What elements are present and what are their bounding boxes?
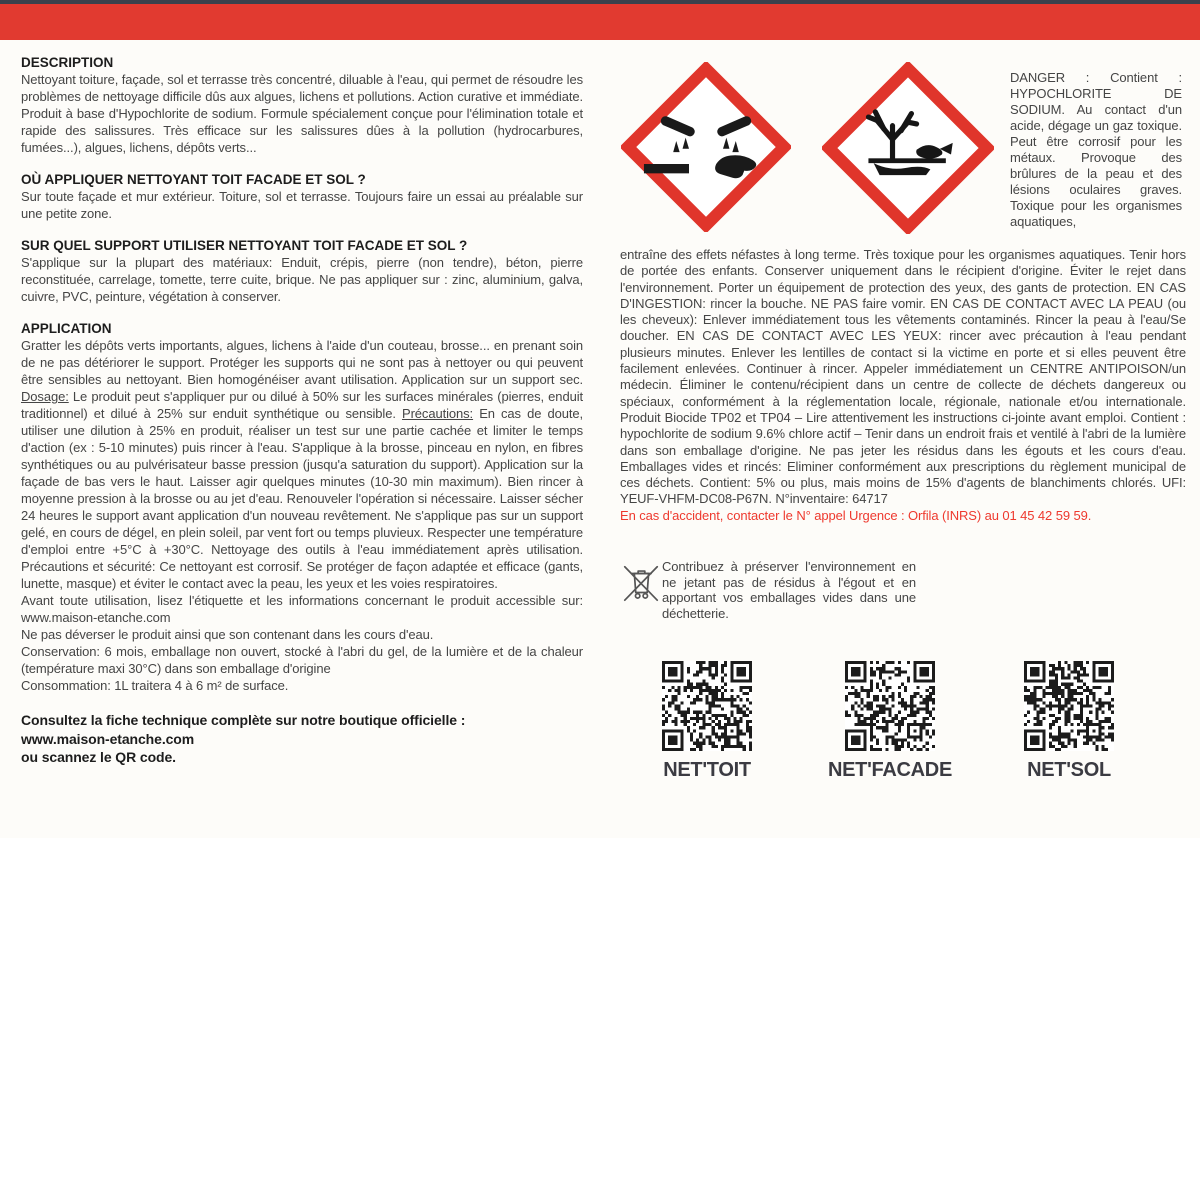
website-url: www.maison-etanche.com [21, 730, 195, 747]
datasheet-cta-block [21, 711, 583, 767]
qr-label: NET'FACADE [828, 759, 952, 782]
section-supports [21, 237, 583, 305]
section-application [21, 320, 583, 694]
section-where-to-apply [21, 171, 583, 222]
usage-note: Consommation: 1L traitera 4 à 6 m² de surface. [21, 678, 289, 693]
qr-label: NET'TOIT [663, 759, 751, 782]
application-text-part2: Le produit peut s'appliquer pur ou dilué à 50% sur les surfaces minérales (pierres, enduit traditionnel) et dilué à 25% sur enduit synthétique ou sensible. [21, 389, 583, 421]
emergency-contact-text: En cas d'accident, contacter le N° appel Urgence : Orfila (INRS) au 01 45 42 59 59. [620, 507, 1092, 523]
qr-label: NET'SOL [1027, 759, 1111, 782]
application-text-part1: Gratter les dépôts verts importants, algues, lichens à l'aide d'un couteau, brosse... en prenant soin de ne pas détériorer le support. Protéger les supports qui ne sont pas à nettoyer ou qui peuvent être sensibles au nettoyant. Bien homogénéiser avant utilisation. Application sur un support sec. [21, 338, 583, 387]
section-heading: DESCRIPTION [21, 55, 114, 70]
cta-line: Consultez la fiche technique complète sur notre boutique officielle : [21, 712, 466, 728]
qr-code-net-sol-icon [1024, 661, 1114, 751]
section-body: Nettoyant toiture, façade, sol et terrasse très concentré, diluable à l'eau, qui permet de résoudre les problèmes de nettoyage difficile dûs aux algues, lichens et pollutions. Action curative et immédiate. Produit à base d'Hypochlorite de sodium. Formule spécialement conçue pour l'élimination totale et rapide des salissures. Très efficace sur les salissures dûes à la pollution (hydrocarbures, fumées...), algues, lichens, dépôts verts... [21, 72, 583, 155]
application-paragraph [21, 337, 583, 592]
qr-block-net-sol [994, 661, 1144, 782]
dosage-underlined-label: Dosage: [21, 389, 69, 404]
precautions-underlined-label: Précautions: [402, 406, 474, 421]
left-column [21, 54, 583, 767]
red-banner [0, 4, 1200, 40]
ghs09-environment-icon [822, 62, 994, 234]
safety-precautions-text: entraîne des effets néfastes à long terme. Très toxique pour les organismes aquatiques. Tenir hors de portée des enfants. Conserver uniquement dans le récipient d'origine. Éviter le rejet dans l'environnement. Porter un équipement de protection des yeux, des gants de protection. EN CAS D'INGESTION: rincer la bouche. NE PAS faire vomir. EN CAS DE CONTACT AVEC LA PEAU (ou les cheveux): Enlever immédiatement tous les vêtements contaminés. Rincer la peau à l'eau/Se doucher. EN CAS DE CONTACT AVEC LES YEUX: rincer avec précaution à l'eau pendant plusieurs minutes. Enlever les lentilles de contact si la victime en porte et si elles peuvent être facilement enlevées. Continuer à rincer. Appeler immédiatement un CENTRE ANTIPOISON/un médecin. Éliminer le contenu/récipient dans un centre de collecte de déchets dangereux ou spéciaux, conformément à la réglementation locale, régionale, nationale et/ou internationale. Produit Biocide TP02 et TP04 – Lire attentivement les instructions ci-jointe avant emploi. Contient : hypochlorite de sodium 9.6% chlore actif – Tenir dans un endroit frais et ventilé à l'abri de la lumière dans son emballage d'origine. Ne pas jeter les résidus dans les égouts et les cours d'eau. Emballages vides et rincés: Eliminer conformément aux prescriptions du règlement municipal de ces déchets. Contient: 5% ou plus, mais moins de 15% d'agents de blanchiments chlorés. UFI: YEUF-VHFM-DC08-P67N. N°inventaire: 64717 [620, 247, 1186, 507]
qr-code-net-toit-icon [662, 661, 752, 751]
recycling-text: Contribuez à préserver l'environnement en ne jetant pas de résidus à l'égout et en apportant vos emballages vides dans une déchetterie. [662, 559, 916, 621]
qr-block-net-facade [815, 661, 965, 782]
right-column [620, 247, 1186, 796]
cta-line: ou scannez le QR code. [21, 749, 176, 765]
usage-note: Avant toute utilisation, lisez l'étiquette et les informations concernant le produit accessible sur: www.maison-etanche.com [21, 593, 583, 625]
section-heading: APPLICATION [21, 321, 112, 336]
application-text-part3: En cas de doute, utiliser une dilution à 25% en produit, réaliser un test sur une partie cachée et limiter le temps d'action (ex : 5-10 minutes) puis rincer à l'eau. S'applique à la brosse, pinceau en nylon, en fibres synthétiques ou au pulvérisateur basse pression (jusqu'a saturation du support). Application sur la façade de bas vers le haut. Laisser agir quelques minutes (10-30 min maximum). Bien rincer à moyenne pression à la brosse ou au jet d'eau. Renouveler l'opération si nécessaire. Laisser sécher 24 heures le support avant application d'un nouveau revêtement. Ne s'applique pas sur un support gelé, en cours de dégel, en plein soleil, par vent fort ou temps pluvieux. Respecter une température d'emploi entre +5°C à +30°C. Nettoyage des outils à l'eau immédiatement après utilisation. Précautions et sécurité: Ce nettoyant est corrosif. Se protéger de façon adaptée et efficace (gants, lunette, masque) et éviter le contact avec la peau, les yeux et les voies respiratoires. [21, 406, 584, 591]
usage-note: Ne pas déverser le produit ainsi que son contenant dans les cours d'eau. [21, 627, 434, 642]
qr-block-net-toit [632, 661, 782, 782]
section-heading: OÙ APPLIQUER NETTOYANT TOIT FACADE ET SOL ? [21, 172, 366, 187]
section-body: Sur toute façade et mur extérieur. Toiture, sol et terrasse. Toujours faire un essai au préalable sur une petite zone. [21, 189, 583, 221]
danger-statement: DANGER : Contient : HYPOCHLORITE DE SODIUM. Au contact d'un acide, dégage un gaz toxique. Peut être corrosif pour les métaux. Provoque des brûlures de la peau et des lésions oculaires graves. Toxique pour les organismes aquatiques, [1010, 70, 1182, 229]
section-heading: SUR QUEL SUPPORT UTILISER NETTOYANT TOIT FACADE ET SOL ? [21, 238, 468, 253]
section-description [21, 54, 583, 156]
qr-code-row [620, 661, 1186, 796]
qr-code-net-facade-icon [845, 661, 935, 751]
usage-note: Conservation: 6 mois, emballage non ouvert, stocké à l'abri du gel, de la lumière et de la chaleur (température maxi 30°C) dans son emballage d'origine [21, 644, 583, 676]
section-body: S'applique sur la plupart des matériaux: Enduit, crépis, pierre (non tendre), béton, pierre reconstituée, carrelage, tomette, terre cuite, brique. Ne pas appliquer sur : zinc, aluminium, galva, cuivre, PVC, peinture, végétation à conserver. [21, 255, 583, 304]
ghs05-corrosive-icon [621, 62, 791, 232]
crossed-out-bin-icon [620, 560, 662, 606]
recycling-notice [620, 559, 1186, 621]
